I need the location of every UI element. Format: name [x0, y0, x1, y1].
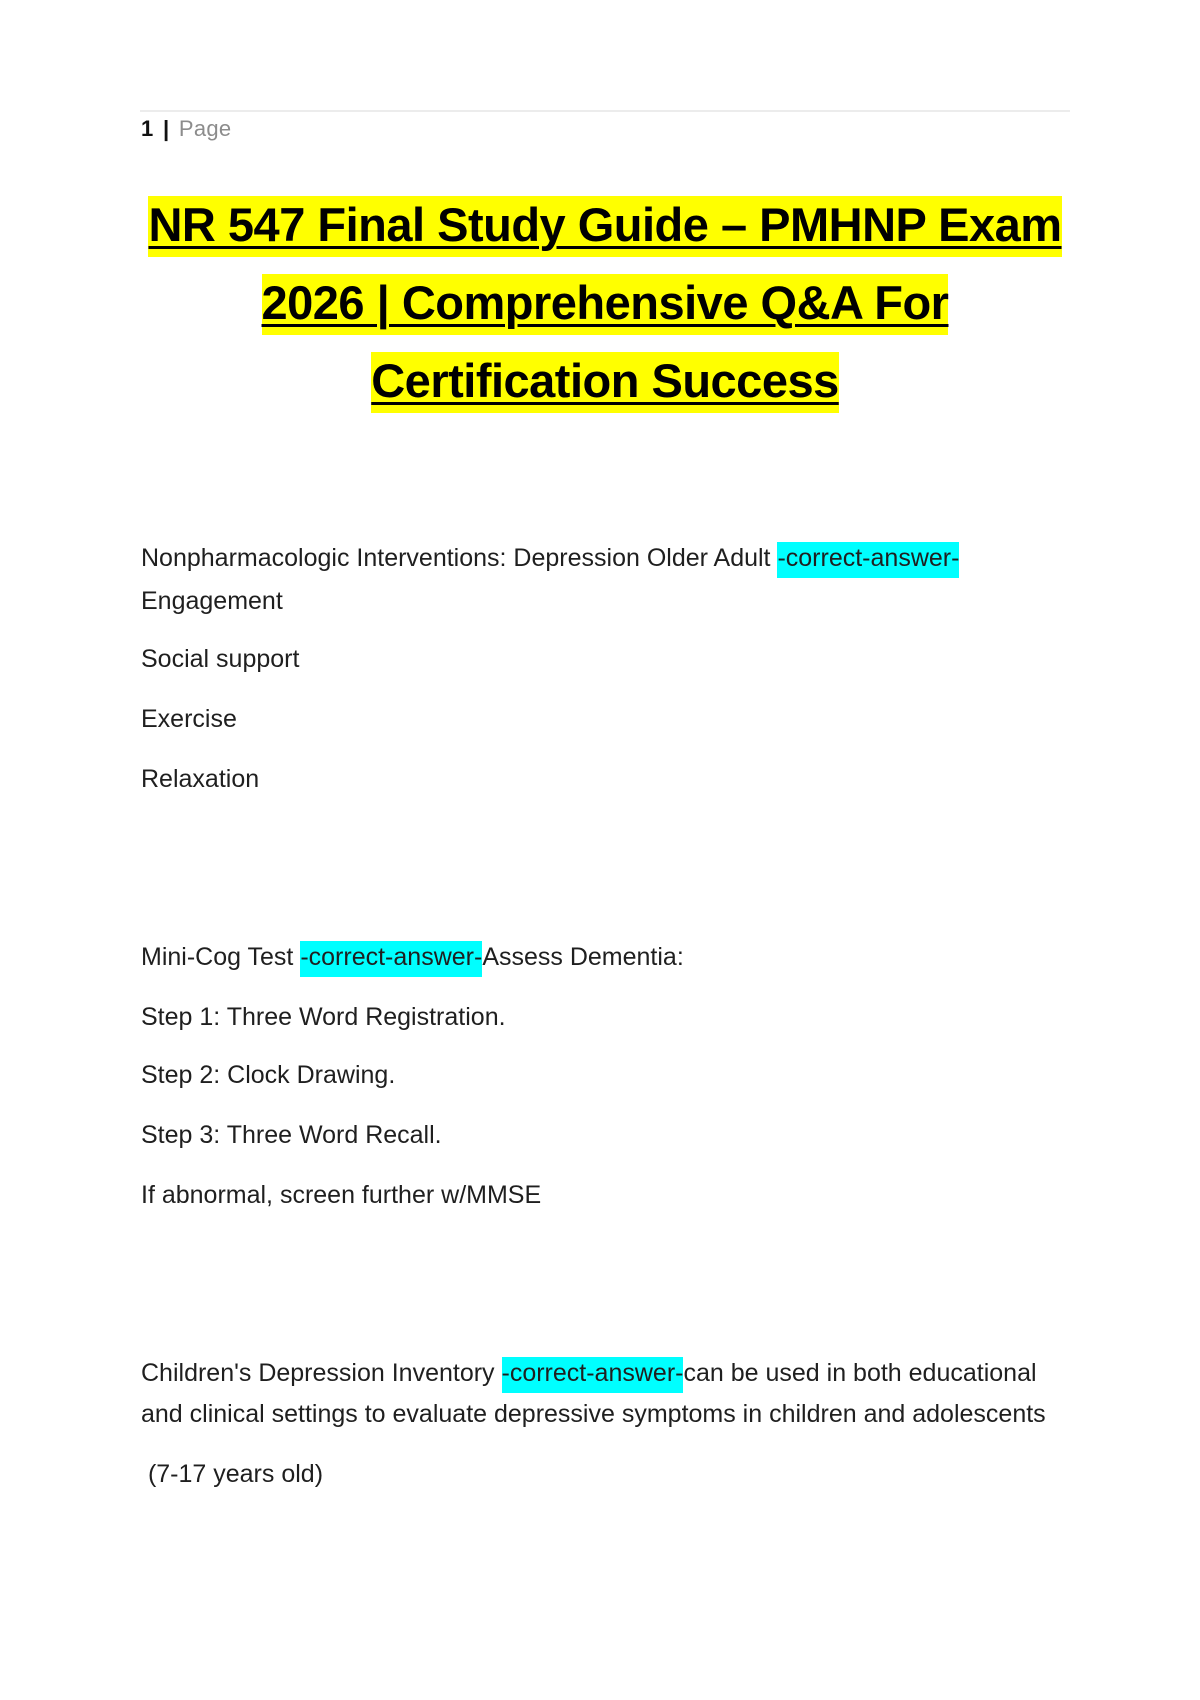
page-separator: | [162, 116, 170, 141]
qa-1-marker: -correct-answer- [777, 542, 959, 578]
title-line-1: NR 547 Final Study Guide – PMHNP Exam [148, 196, 1061, 257]
document-title [140, 186, 1070, 420]
page-number: 1 [141, 116, 154, 141]
header-rule [140, 110, 1070, 112]
qa-1-question-line [141, 543, 959, 573]
qa-2-answer-line: Step 1: Three Word Registration. [141, 1003, 506, 1031]
qa-3-question-line [141, 1358, 1037, 1388]
qa-3-marker: -correct-answer- [502, 1357, 684, 1393]
qa-2-question: Mini-Cog Test [141, 943, 301, 971]
title-line-3: Certification Success [371, 352, 839, 413]
qa-2-marker: -correct-answer- [300, 941, 482, 977]
qa-1-answer-line: Social support [141, 645, 300, 673]
qa-1-answer-line: Engagement [141, 587, 283, 615]
qa-3-answer-line: (7-17 years old) [141, 1460, 324, 1488]
qa-3-answer-line: and clinical settings to evaluate depressive symptoms in children and adolescents [141, 1400, 1046, 1428]
page-word: Page [178, 116, 232, 141]
title-line-2: 2026 | Comprehensive Q&A For [262, 274, 949, 335]
page-header [141, 115, 231, 143]
qa-3-answer-inline: can be used in both educational [683, 1359, 1037, 1387]
qa-2-answer-line: Step 3: Three Word Recall. [141, 1121, 442, 1149]
qa-2-question-line [141, 942, 684, 972]
qa-1-answer-line: Relaxation [141, 765, 260, 793]
qa-1-answer-line: Exercise [141, 705, 237, 733]
qa-2-answer-line: If abnormal, screen further w/MMSE [141, 1181, 542, 1209]
qa-2-answer-inline: Assess Dementia: [482, 943, 684, 971]
qa-1-question: Nonpharmacologic Interventions: Depression Older Adult [141, 544, 778, 572]
qa-2-answer-line: Step 2: Clock Drawing. [141, 1061, 396, 1089]
qa-3-question: Children's Depression Inventory [141, 1359, 502, 1387]
